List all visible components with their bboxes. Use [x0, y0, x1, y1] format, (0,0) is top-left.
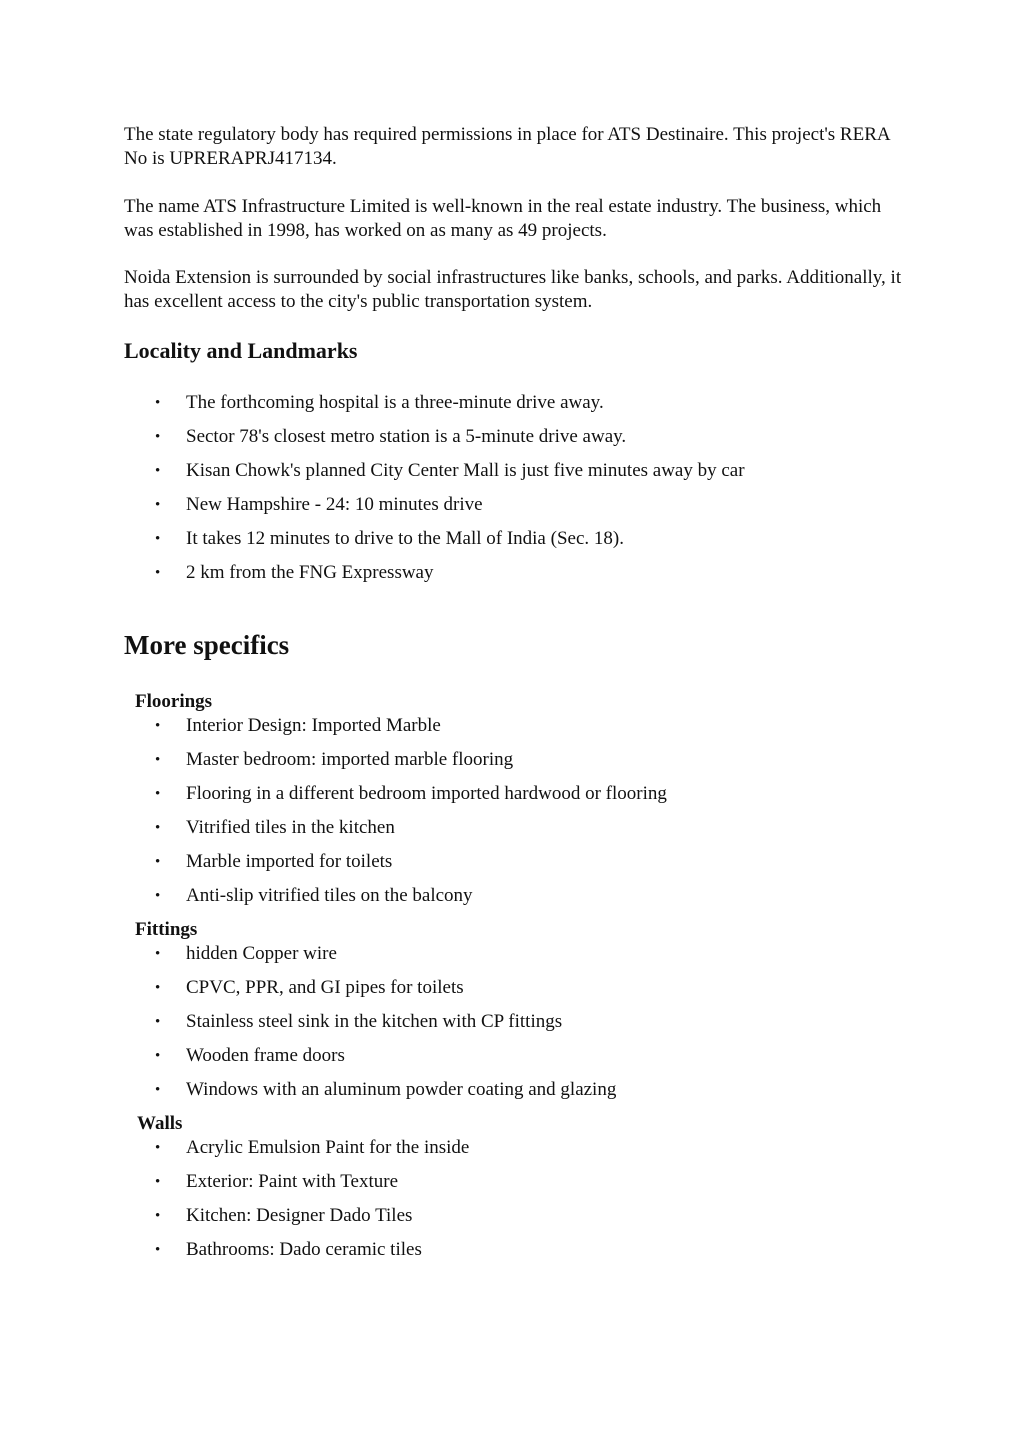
floorings-list: [0, 715, 900, 919]
list-item: • Flooring in a different bedroom imported hardwood or flooring: [155, 783, 667, 804]
bullet-icon: •: [155, 395, 161, 411]
locality-heading: Locality and Landmarks: [124, 338, 358, 363]
bullet-icon: •: [155, 497, 161, 513]
bullet-icon: •: [155, 718, 161, 734]
list-item: • Stainless steel sink in the kitchen with CP fittings: [155, 1011, 563, 1032]
list-item: • The forthcoming hospital is a three-minute drive away.: [155, 392, 604, 413]
bullet-icon: •: [155, 531, 161, 547]
bullet-icon: •: [155, 1242, 161, 1258]
bullet-icon: •: [155, 752, 161, 768]
intro-paragraph-rera: The state regulatory body has required permissions in place for ATS Destinaire. This project's RERA No is UPRERAPRJ417134.: [124, 124, 890, 169]
list-item: • Vitrified tiles in the kitchen: [155, 817, 395, 838]
bullet-icon: •: [155, 1140, 161, 1156]
bullet-icon: •: [155, 1048, 161, 1064]
bullet-icon: •: [155, 854, 161, 870]
list-item: • Kitchen: Designer Dado Tiles: [155, 1205, 413, 1226]
walls-list: [0, 1137, 900, 1273]
walls-subheading: Walls: [137, 1113, 183, 1134]
list-item: • Interior Design: Imported Marble: [155, 715, 441, 736]
list-item: • Bathrooms: Dado ceramic tiles: [155, 1239, 422, 1260]
bullet-icon: •: [155, 1174, 161, 1190]
list-item: • Windows with an aluminum powder coating and glazing: [155, 1079, 617, 1100]
intro-paragraph-location: Noida Extension is surrounded by social infrastructures like banks, schools, and parks. Additionally, it has excellent access to the city's public transportation system.: [124, 267, 902, 312]
bullet-icon: •: [155, 820, 161, 836]
bullet-icon: •: [155, 786, 161, 802]
list-item: • hidden Copper wire: [155, 943, 337, 964]
list-item: • Anti-slip vitrified tiles on the balcony: [155, 885, 473, 906]
list-item: • It takes 12 minutes to drive to the Mall of India (Sec. 18).: [155, 528, 624, 549]
bullet-icon: •: [155, 980, 161, 996]
bullet-icon: •: [155, 1208, 161, 1224]
bullet-icon: •: [155, 565, 161, 581]
list-item: • Master bedroom: imported marble flooring: [155, 749, 514, 770]
list-item: • Marble imported for toilets: [155, 851, 393, 872]
intro-paragraph-company: The name ATS Infrastructure Limited is well-known in the real estate industry. The business, which was established in 1998, has worked on as many as 49 projects.: [124, 196, 882, 241]
bullet-icon: •: [155, 1014, 161, 1030]
locality-list: [0, 392, 900, 596]
list-item: • CPVC, PPR, and GI pipes for toilets: [155, 977, 464, 998]
specifics-heading: More specifics: [124, 630, 290, 660]
list-item: • New Hampshire - 24: 10 minutes drive: [155, 494, 483, 515]
list-item: • Kisan Chowk's planned City Center Mall is just five minutes away by car: [155, 460, 745, 481]
bullet-icon: •: [155, 429, 161, 445]
list-item: • Exterior: Paint with Texture: [155, 1171, 399, 1192]
list-item: • 2 km from the FNG Expressway: [155, 562, 434, 583]
bullet-icon: •: [155, 1082, 161, 1098]
fittings-subheading: Fittings: [135, 919, 198, 940]
bullet-icon: •: [155, 888, 161, 904]
list-item: • Acrylic Emulsion Paint for the inside: [155, 1137, 470, 1158]
bullet-icon: •: [155, 946, 161, 962]
list-item: • Wooden frame doors: [155, 1045, 345, 1066]
floorings-subheading: Floorings: [135, 691, 213, 712]
list-item: • Sector 78's closest metro station is a 5-minute drive away.: [155, 426, 627, 447]
bullet-icon: •: [155, 463, 161, 479]
fittings-list: [0, 943, 900, 1113]
